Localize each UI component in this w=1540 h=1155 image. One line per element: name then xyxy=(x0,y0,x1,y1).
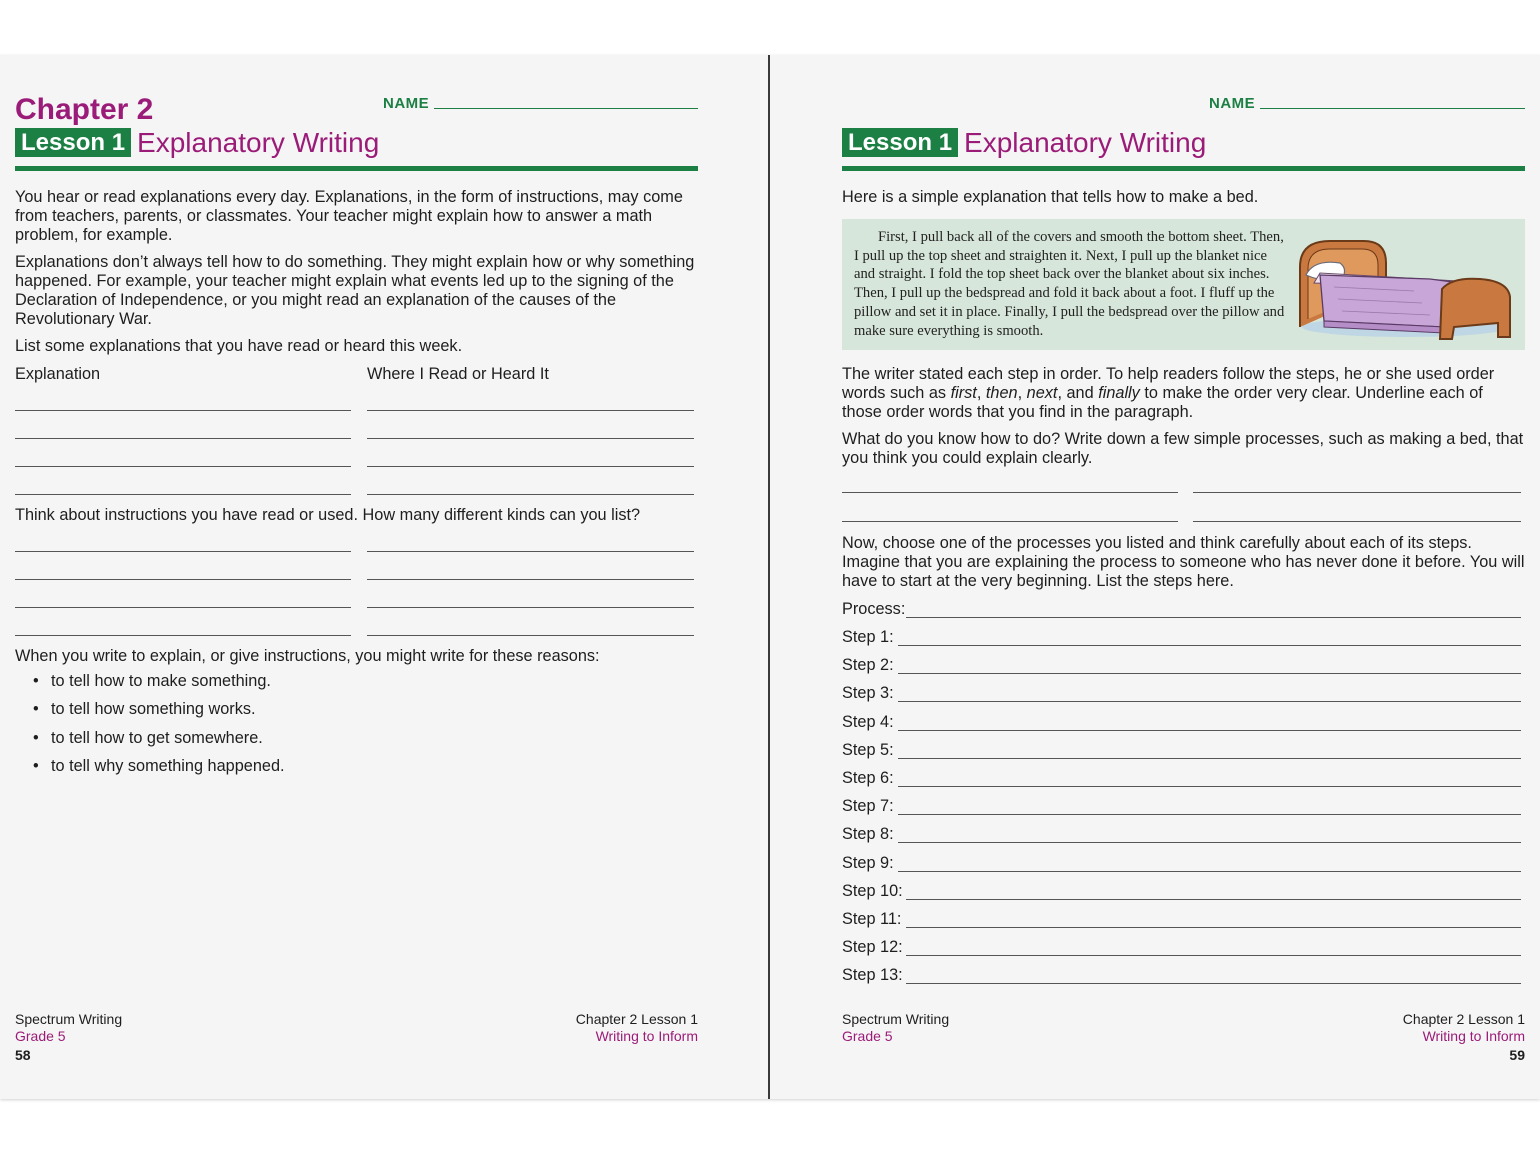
writing-line[interactable] xyxy=(367,635,694,636)
writing-line[interactable] xyxy=(906,899,1521,900)
writing-line[interactable] xyxy=(898,786,1521,787)
footer-topic: Writing to Inform xyxy=(1422,1028,1525,1044)
step-label: Step 3: xyxy=(842,684,894,703)
writing-line[interactable] xyxy=(898,842,1521,843)
order-words-paragraph xyxy=(842,365,1525,422)
example-paragraph: First, I pull back all of the covers and smooth the bottom sheet. Then, I pull up the top sheet and straighten it. Next, I pull up the blanket nice and straight. I fold the top sheet back over the blanket about six inches. Then, I pull up the bedspread and fold it back about a foot. I fluff up the pillow and set it in place. Finally, I pull the bedspread over the pillow and make sure everything is smooth. xyxy=(854,229,1285,339)
step-label: Step 1: xyxy=(842,628,894,646)
step-row[interactable] xyxy=(842,966,1525,988)
intro-sentence: Here is a simple explanation that tells how to make a bed. xyxy=(842,188,1259,206)
writing-line[interactable] xyxy=(898,730,1521,731)
writing-line[interactable] xyxy=(842,521,1178,522)
writing-line[interactable] xyxy=(367,494,694,495)
lesson-badge: Lesson 1 xyxy=(842,128,958,157)
heading-rule xyxy=(15,166,698,171)
separator: , and xyxy=(1057,384,1099,402)
step-row[interactable] xyxy=(842,713,1525,735)
writing-line[interactable] xyxy=(906,927,1521,928)
reasons-list xyxy=(33,672,285,785)
footer-lesson: Chapter 2 Lesson 1 xyxy=(1402,1011,1525,1027)
writing-line[interactable] xyxy=(15,466,351,467)
footer-lesson-info xyxy=(1403,1011,1525,1064)
step-row[interactable] xyxy=(842,854,1525,876)
list-item: • to tell how to make something. xyxy=(33,672,285,700)
step-label: Step 4: xyxy=(842,712,894,731)
footer-lesson-info xyxy=(576,1011,698,1045)
writing-line[interactable] xyxy=(898,871,1521,872)
reasons-prompt: When you write to explain, or give instructions, you might write for these reasons: xyxy=(15,647,600,665)
instructions-prompt: Think about instructions you have read or used. How many different kinds can you list? xyxy=(15,506,641,524)
writing-line[interactable] xyxy=(898,673,1521,674)
writing-line[interactable] xyxy=(842,492,1178,493)
processes-prompt: What do you know how to do? Write down a few simple processes, such as making a bed, that you think you could explain clearly. xyxy=(842,430,1524,467)
order-word-then: then xyxy=(985,384,1018,402)
step-label: Step 11: xyxy=(842,910,902,928)
writing-line[interactable] xyxy=(15,410,351,411)
writing-line[interactable] xyxy=(367,607,694,608)
column-header-source: Where I Read or Heard It xyxy=(367,365,549,383)
writing-line[interactable] xyxy=(15,551,351,552)
list-item: • to tell how something works. xyxy=(33,700,285,728)
writing-line[interactable] xyxy=(15,579,351,580)
writing-line[interactable] xyxy=(367,579,694,580)
writing-line[interactable] xyxy=(898,814,1521,815)
writing-line[interactable] xyxy=(898,645,1521,646)
step-row[interactable] xyxy=(842,910,1525,932)
step-row[interactable] xyxy=(842,882,1525,904)
writing-line[interactable] xyxy=(367,438,694,439)
writing-line[interactable] xyxy=(15,607,351,608)
step-row[interactable] xyxy=(842,825,1525,847)
footer-grade: Grade 5 xyxy=(15,1028,66,1044)
process-row[interactable] xyxy=(842,600,1525,622)
name-field[interactable] xyxy=(383,95,698,112)
steps-prompt: Now, choose one of the processes you listed and think carefully about each of its steps. Imagine that you are explaining the process to someone who has never done it before. You will have to start at the very beginning. List the steps here. xyxy=(842,534,1525,590)
workbook-spread xyxy=(0,55,1540,1099)
step-row[interactable] xyxy=(842,684,1525,706)
lesson-title: Explanatory Writing xyxy=(137,127,380,158)
separator: , xyxy=(976,384,986,402)
separator: , xyxy=(1017,384,1027,402)
lesson-badge: Lesson 1 xyxy=(15,128,131,157)
name-line[interactable] xyxy=(434,108,698,109)
step-label: Step 9: xyxy=(842,853,894,872)
name-line[interactable] xyxy=(1260,108,1525,109)
footer-book-info xyxy=(842,1011,949,1045)
step-label: Step 6: xyxy=(842,769,894,787)
writing-line[interactable] xyxy=(15,494,351,495)
page-number: 58 xyxy=(15,1047,31,1063)
writing-line[interactable] xyxy=(367,410,694,411)
writing-line[interactable] xyxy=(898,758,1521,759)
step-row[interactable] xyxy=(842,769,1525,791)
name-field[interactable] xyxy=(1209,95,1525,112)
column-header-explanation: Explanation xyxy=(15,365,101,383)
step-label: Step 2: xyxy=(842,656,894,675)
left-page xyxy=(15,55,698,1099)
right-page xyxy=(842,55,1525,1099)
process-label: Process: xyxy=(842,600,906,618)
writing-line[interactable] xyxy=(1193,492,1521,493)
writing-line[interactable] xyxy=(15,635,351,636)
explanations-paragraph: Explanations don’t always tell how to do something. They might explain how or why something happened. For example, your teacher might explain what events led up to the signing of the Declaration of Independence, or you might read an explanation of the causes of the Revolutionary War. xyxy=(15,253,695,328)
step-row[interactable] xyxy=(842,656,1525,678)
page-number: 59 xyxy=(1509,1047,1525,1063)
name-label: NAME xyxy=(1209,95,1256,112)
writing-line[interactable] xyxy=(367,466,694,467)
footer-book: Spectrum Writing xyxy=(842,1011,950,1027)
order-word-next: next xyxy=(1026,384,1058,402)
order-word-finally: finally xyxy=(1098,384,1140,402)
step-label: Step 8: xyxy=(842,825,894,844)
list-item: • to tell how to get somewhere. xyxy=(33,729,285,757)
chapter-title: Chapter 2 xyxy=(15,93,154,126)
heading-rule xyxy=(842,166,1525,171)
footer-topic: Writing to Inform xyxy=(595,1028,698,1044)
step-row[interactable] xyxy=(842,797,1525,819)
writing-line[interactable] xyxy=(906,983,1521,984)
page-gutter xyxy=(768,55,770,1099)
step-label: Step 5: xyxy=(842,740,894,759)
intro-paragraph: You hear or read explanations every day. Explanations, in the form of instructions, may come from teachers, parents, or classmates. Your teacher might explain how to answer a math problem, for example. xyxy=(15,188,683,244)
order-words-text-end: to make the order very clear. Underline each of those order words that you find in the paragraph. xyxy=(842,384,1483,421)
step-label: Step 13: xyxy=(842,966,903,985)
step-row[interactable] xyxy=(842,628,1525,650)
footer-book: Spectrum Writing xyxy=(15,1011,123,1027)
footer-lesson: Chapter 2 Lesson 1 xyxy=(575,1011,698,1027)
step-label: Step 10: xyxy=(842,881,903,900)
step-row[interactable] xyxy=(842,741,1525,763)
writing-line[interactable] xyxy=(367,551,694,552)
footer-grade: Grade 5 xyxy=(842,1028,893,1044)
list-item: • to tell why something happened. xyxy=(33,757,285,785)
writing-line[interactable] xyxy=(906,617,1521,618)
order-words-text-start: The writer stated each step in order. To help readers follow the steps, he or she used order words such as xyxy=(842,365,1495,402)
lesson-heading xyxy=(842,128,1206,160)
name-label: NAME xyxy=(383,95,430,112)
lesson-title: Explanatory Writing xyxy=(964,127,1207,158)
writing-line[interactable] xyxy=(15,438,351,439)
writing-line[interactable] xyxy=(898,701,1521,702)
step-label: Step 7: xyxy=(842,797,894,816)
writing-line[interactable] xyxy=(1193,521,1521,522)
lesson-heading xyxy=(15,128,379,160)
list-prompt: List some explanations that you have read or heard this week. xyxy=(15,337,463,355)
writing-line[interactable] xyxy=(906,955,1521,956)
bed-illustration-icon xyxy=(1294,227,1516,343)
order-word-first: first xyxy=(950,384,977,402)
step-label: Step 12: xyxy=(842,938,903,957)
example-box xyxy=(842,219,1525,350)
step-row[interactable] xyxy=(842,938,1525,960)
footer-book-info xyxy=(15,1011,122,1064)
